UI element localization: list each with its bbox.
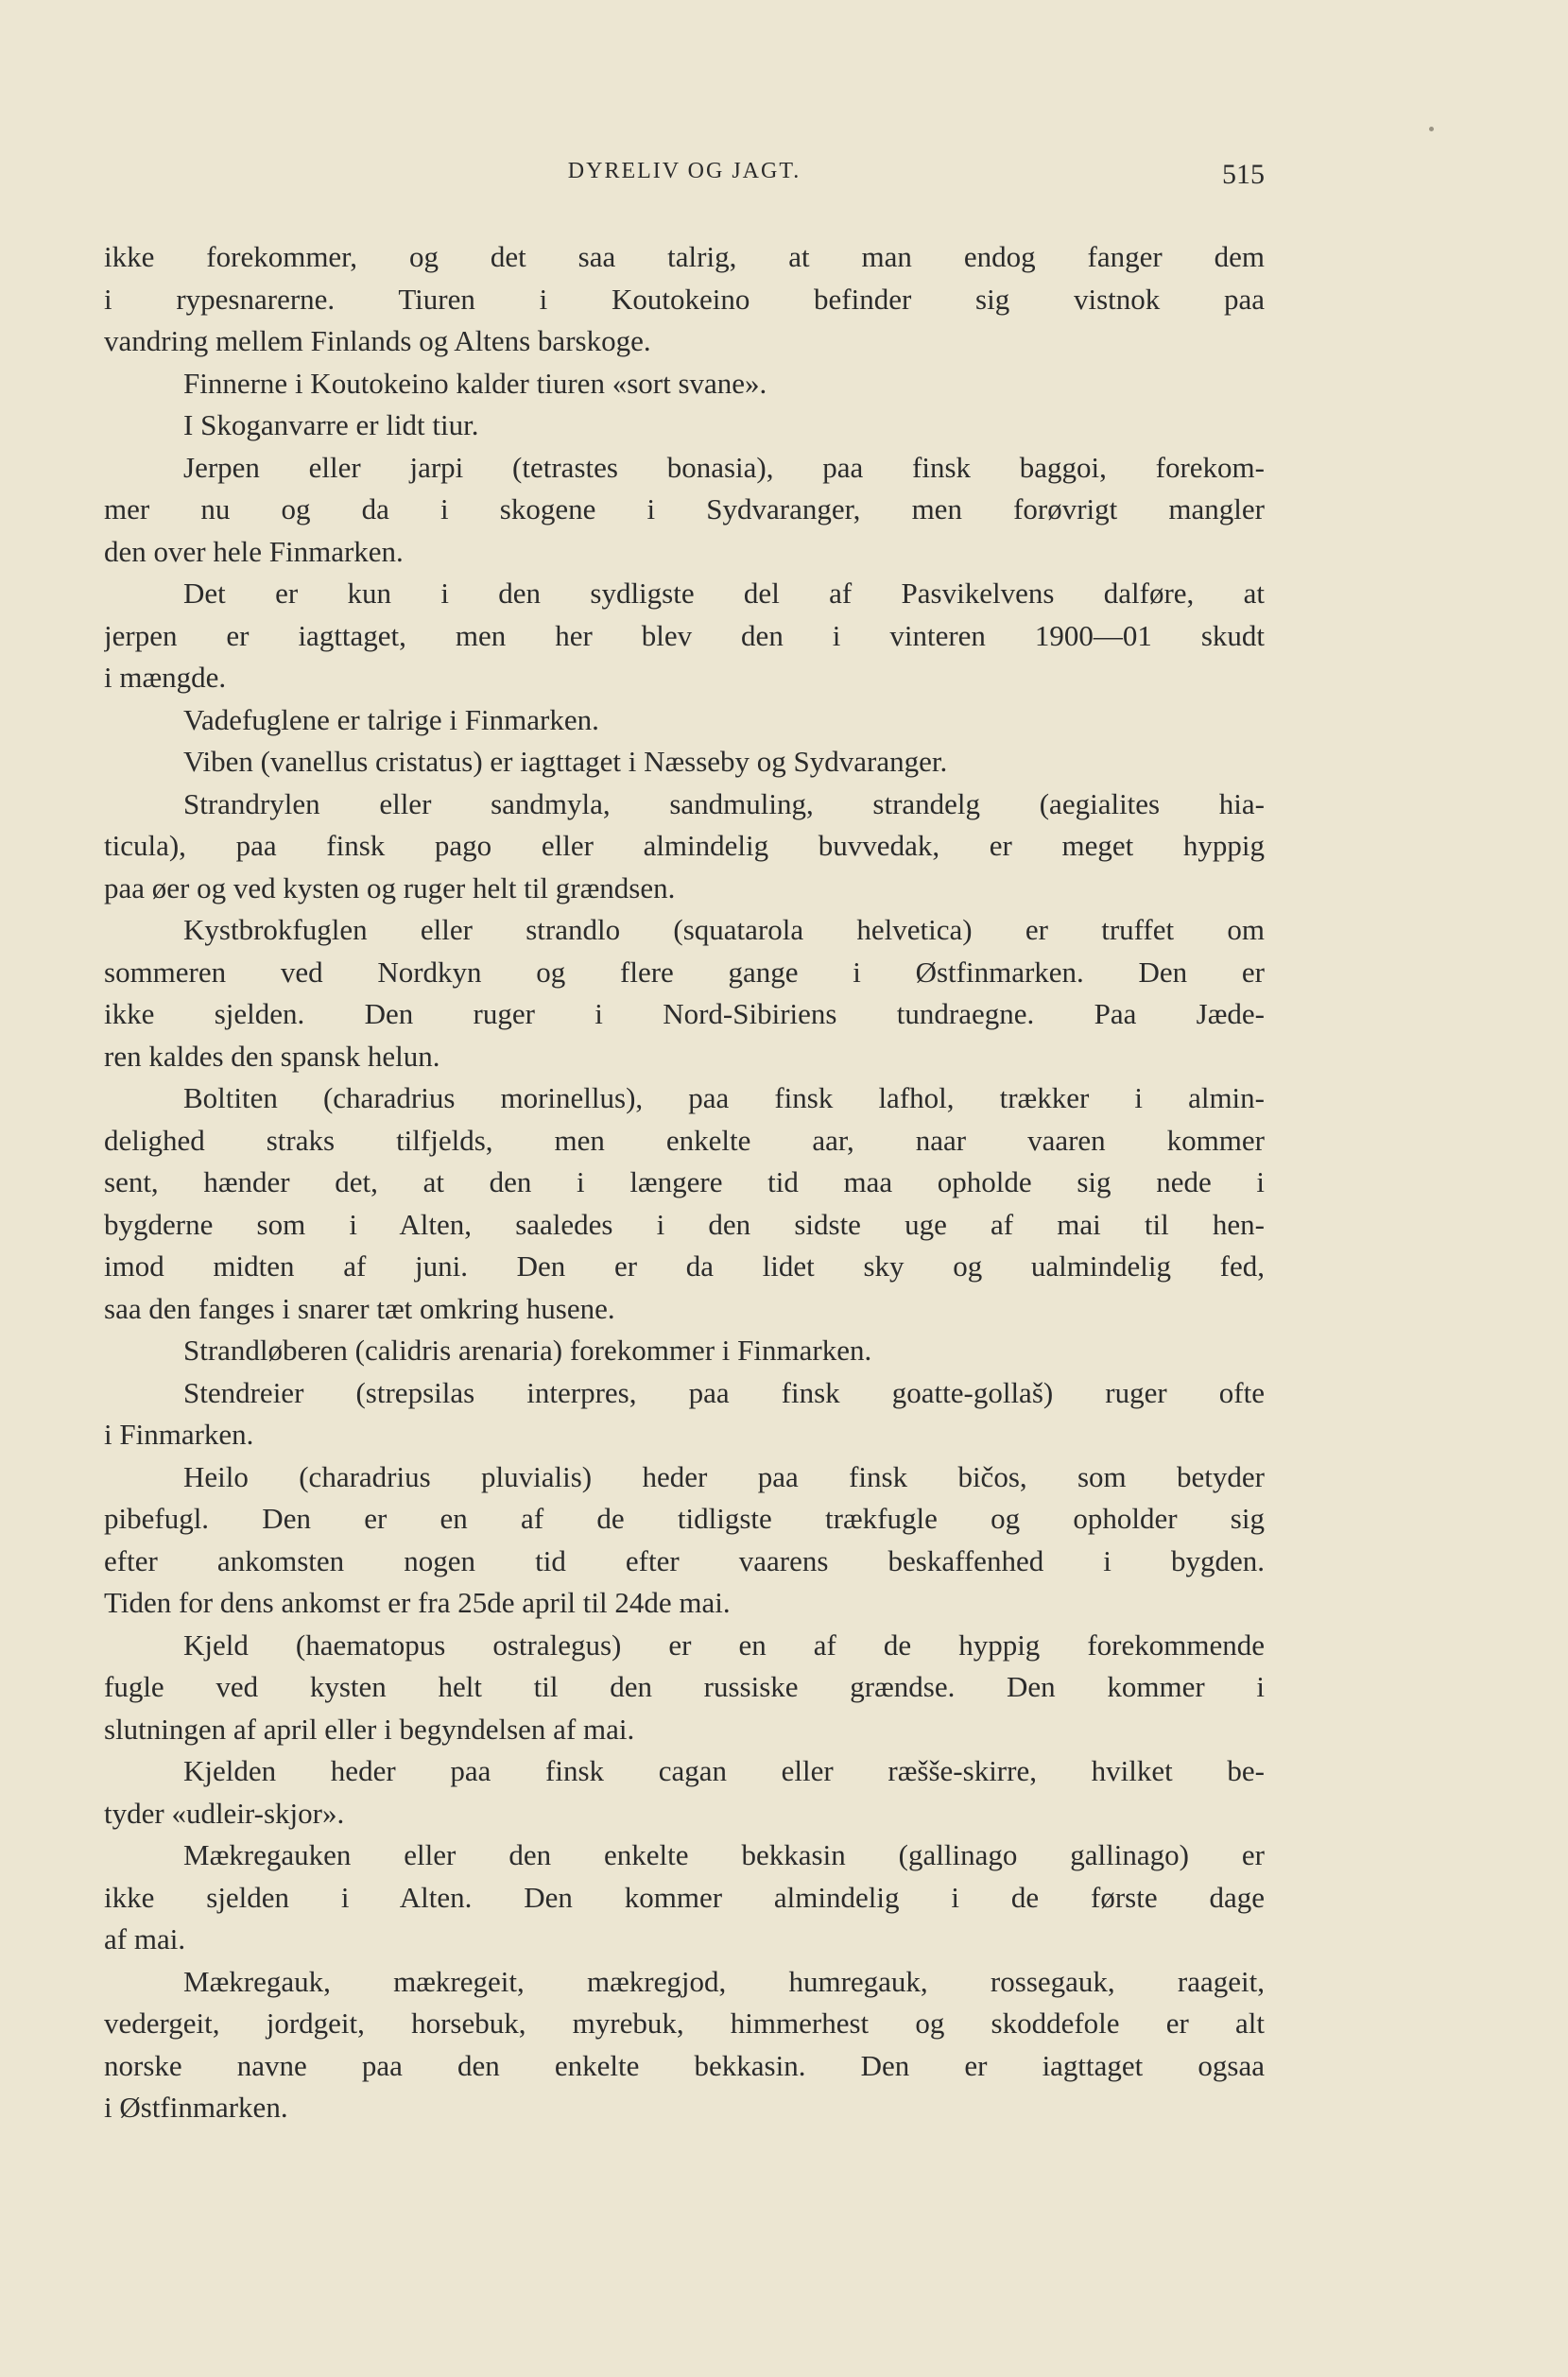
text-line: Mækregauken eller den enkelte bekkasin (gallinago gallinago) er: [183, 1838, 1265, 1871]
text-line: efter ankomsten nogen tid efter vaarens beskaffenhed i bygden.: [104, 1543, 1265, 1577]
text-line: Heilo (charadrius pluvialis) heder paa finsk bičos, som betyder: [183, 1459, 1265, 1493]
page-header: [104, 159, 1265, 197]
text-line: jerpen er iagttaget, men her blev den i vinteren 1900—01 skudt: [104, 618, 1265, 652]
text-line: ikke sjelden. Den ruger i Nord-Sibiriens tundraegne. Paa Jæde-: [104, 997, 1265, 1030]
text-line: fugle ved kysten helt til den russiske grændse. Den kommer i: [104, 1670, 1265, 1703]
text-line: Kjelden heder paa finsk cagan eller ræšše-skirre, hvilket be-: [183, 1754, 1265, 1787]
print-speck: [1429, 127, 1434, 131]
text-line: ikke sjelden i Alten. Den kommer almindelig i de første dage: [104, 1880, 1265, 1914]
text-line: sent, hænder det, at den i længere tid maa opholde sig nede i: [104, 1165, 1265, 1198]
text-line: Kystbrokfuglen eller strandlo (squatarola helvetica) er truffet om: [183, 913, 1265, 946]
text-line: Viben (vanellus cristatus) er iagttaget i Næsseby og Sydvaranger.: [183, 745, 948, 778]
text-line: vandring mellem Finlands og Altens barskoge.: [104, 324, 651, 357]
text-line: vedergeit, jordgeit, horsebuk, myrebuk, himmerhest og skoddefole er alt: [104, 2007, 1265, 2040]
text-line: Finnerne i Koutokeino kalder tiuren «sort svane».: [183, 366, 767, 400]
body-text: [104, 236, 1265, 2129]
text-line: ikke forekommer, og det saa talrig, at man endog fanger dem: [104, 240, 1265, 273]
text-line: Kjeld (haematopus ostralegus) er en af de hyppig forekommende: [183, 1628, 1265, 1662]
text-line: Mækregauk, mækregeit, mækregjod, humregauk, rossegauk, raageit,: [183, 1964, 1265, 1998]
text-line: den over hele Finmarken.: [104, 534, 404, 568]
text-line: i Østfinmarken.: [104, 2091, 288, 2124]
text-line: paa øer og ved kysten og ruger helt til grændsen.: [104, 870, 676, 904]
text-line: pibefugl. Den er en af de tidligste trækfugle og opholder sig: [104, 1502, 1265, 1535]
text-line: Vadefuglene er talrige i Finmarken.: [183, 702, 599, 736]
text-line: imod midten af juni. Den er da lidet sky og ualmindelig fed,: [104, 1249, 1265, 1283]
text-line: Stendreier (strepsilas interpres, paa finsk goatte-gollaš) ruger ofte: [183, 1375, 1265, 1409]
text-line: delighed straks tilfjelds, men enkelte aar, naar vaaren kommer: [104, 1123, 1265, 1157]
text-line: Strandrylen eller sandmyla, sandmuling, strandelg (aegialites hia-: [183, 786, 1265, 820]
text-line: saa den fanges i snarer tæt omkring husene.: [104, 1291, 615, 1325]
text-line: ren kaldes den spansk helun.: [104, 1039, 440, 1073]
page-number: 515: [1222, 159, 1265, 190]
text-line: mer nu og da i skogene i Sydvaranger, men forøvrigt mangler: [104, 492, 1265, 525]
text-line: i rypesnarerne. Tiuren i Koutokeino befinder sig vistnok paa: [104, 282, 1265, 316]
text-line: ticula), paa finsk pago eller almindelig buvvedak, er meget hyppig: [104, 829, 1265, 862]
text-line: Det er kun i den sydligste del af Pasvikelvens dalføre, at: [183, 577, 1265, 610]
text-line: norske navne paa den enkelte bekkasin. Den er iagttaget ogsaa: [104, 2048, 1265, 2082]
running-head: DYRELIV OG JAGT.: [567, 159, 801, 183]
text-line: I Skoganvarre er lidt tiur.: [183, 408, 479, 441]
text-line: bygderne som i Alten, saaledes i den sidste uge af mai til hen-: [104, 1207, 1265, 1241]
text-line: Tiden for dens ankomst er fra 25de april til 24de mai.: [104, 1586, 731, 1619]
text-line: Strandløberen (calidris arenaria) forekommer i Finmarken.: [183, 1334, 872, 1367]
text-line: i Finmarken.: [104, 1418, 254, 1451]
text-line: sommeren ved Nordkyn og flere gange i Østfinmarken. Den er: [104, 955, 1265, 989]
text-line: af mai.: [104, 1922, 186, 1955]
text-line: i mængde.: [104, 661, 227, 694]
text-line: Jerpen eller jarpi (tetrastes bonasia), paa finsk baggoi, forekom-: [183, 450, 1265, 484]
text-line: slutningen af april eller i begyndelsen af mai.: [104, 1712, 635, 1746]
text-line: Boltiten (charadrius morinellus), paa finsk lafhol, trækker i almin-: [183, 1081, 1265, 1114]
text-line: tyder «udleir-skjor».: [104, 1796, 345, 1830]
